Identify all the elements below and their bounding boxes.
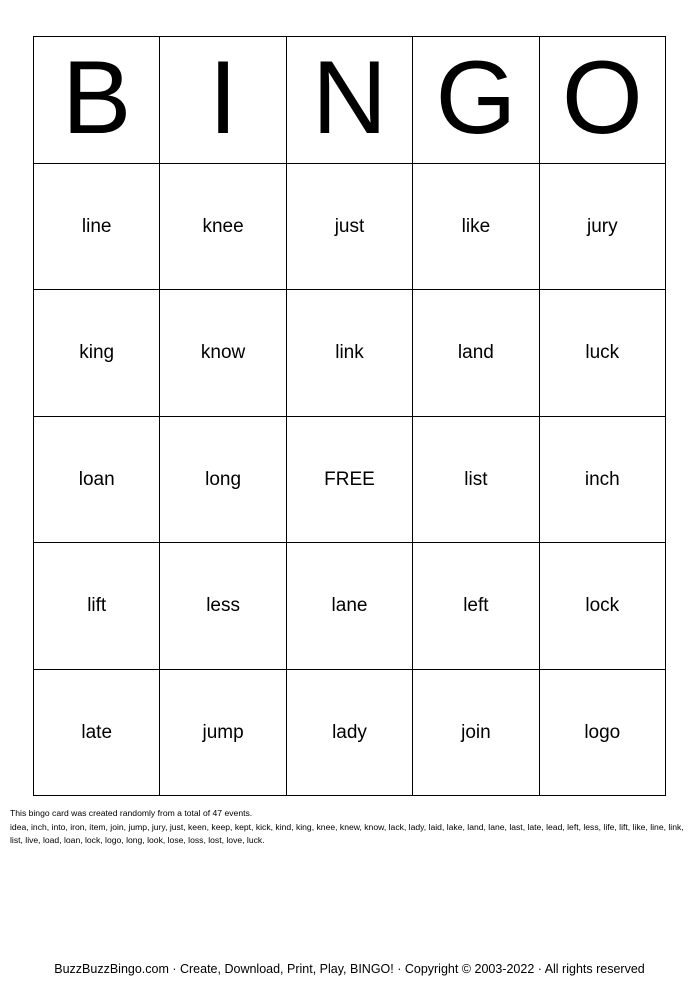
bingo-cell: jury [540, 164, 666, 291]
bingo-cell: logo [540, 670, 666, 797]
bingo-cell: link [287, 290, 413, 417]
bingo-cell: just [287, 164, 413, 291]
footer-text: BuzzBuzzBingo.com · Create, Download, Print, Play, BINGO! · Copyright © 2003-2022 · All rights reserved [54, 962, 645, 976]
bingo-cell: inch [540, 417, 666, 544]
card-notes [10, 807, 690, 848]
bingo-cell: land [413, 290, 539, 417]
header-letter-g: G [413, 37, 539, 164]
bingo-cell: like [413, 164, 539, 291]
bingo-cell: lady [287, 670, 413, 797]
bingo-cell: line [34, 164, 160, 291]
header-letter-n: N [287, 37, 413, 164]
bingo-cell: knee [160, 164, 286, 291]
bingo-cell: jump [160, 670, 286, 797]
bingo-cell: loan [34, 417, 160, 544]
header-letter-o: O [540, 37, 666, 164]
header-letter-b: B [34, 37, 160, 164]
bingo-cell: lift [34, 543, 160, 670]
bingo-cell: lane [287, 543, 413, 670]
created-note: This bingo card was created randomly from a total of 47 events. [10, 808, 253, 818]
bingo-cell: king [34, 290, 160, 417]
free-space-cell: FREE [287, 417, 413, 544]
bingo-cell: join [413, 670, 539, 797]
bingo-cell: long [160, 417, 286, 544]
bingo-card [33, 36, 666, 796]
bingo-cell: left [413, 543, 539, 670]
bingo-cell: lock [540, 543, 666, 670]
header-letter-i: I [160, 37, 286, 164]
bingo-cell: list [413, 417, 539, 544]
events-list: idea, inch, into, iron, item, join, jump, jury, just, keen, keep, kept, kick, kind, king, knee, knew, know, lack, lady, laid, lake, land, lane, last, late, lead, left, less, life, lift, like, line, link, list, live, load, loan, lock, logo, long, look, lose, loss, lost, love, luck. [10, 821, 684, 845]
bingo-cell: less [160, 543, 286, 670]
bingo-cell: late [34, 670, 160, 797]
bingo-cell: know [160, 290, 286, 417]
bingo-cell: luck [540, 290, 666, 417]
